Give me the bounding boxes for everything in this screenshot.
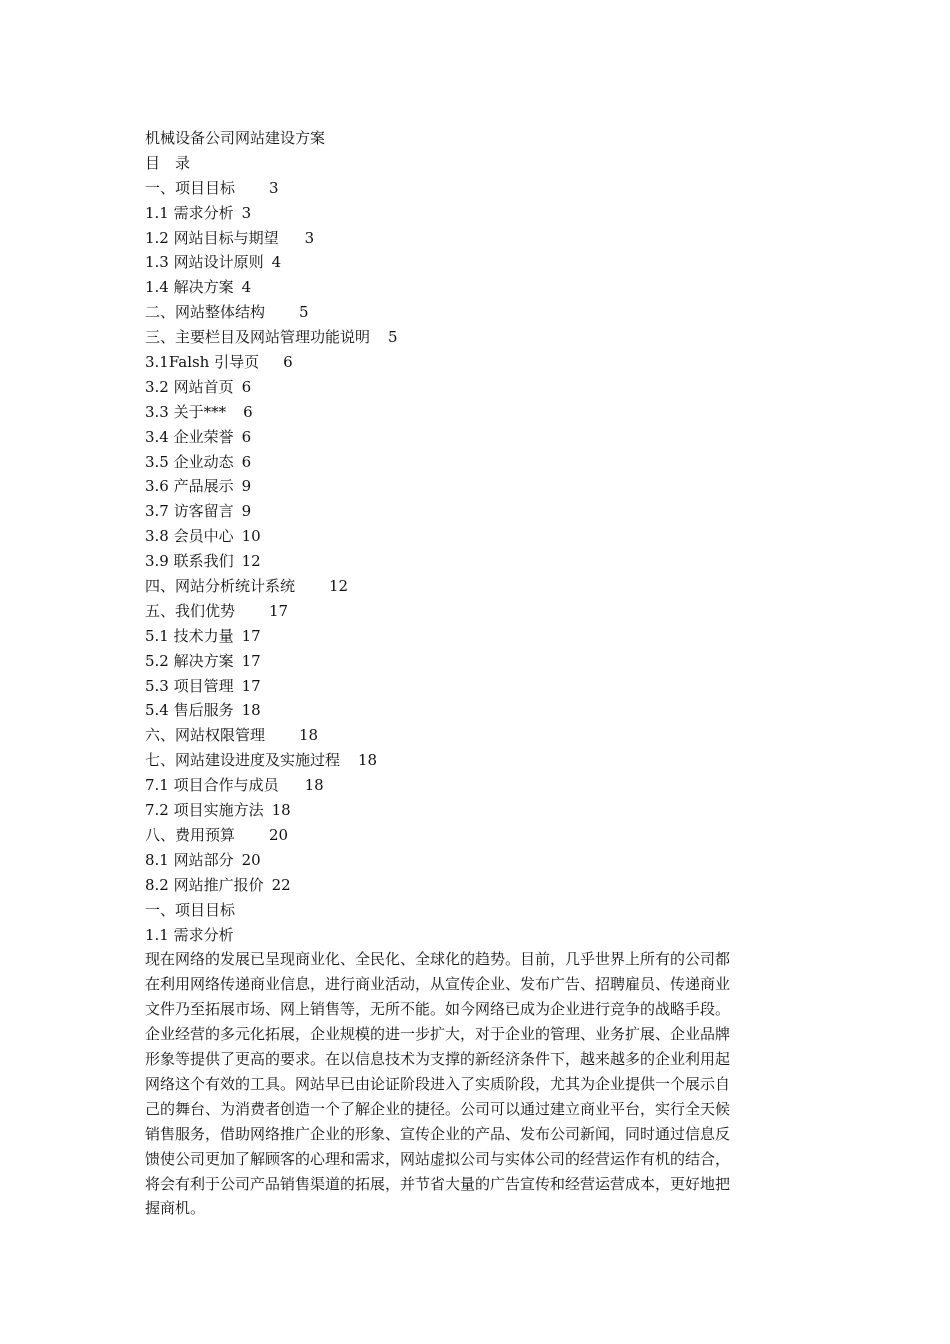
toc-entry-label: 3.6 产品展示 [145,477,234,496]
toc-entry-page-number: 3 [269,178,279,197]
toc-entry-page-number: 3 [304,228,315,247]
toc-entry-page-number: 18 [358,751,378,770]
toc-entry-page-number: 12 [241,552,261,571]
toc-entry[interactable] [145,848,810,873]
toc-entry-page-number: 12 [329,577,349,596]
toc-entry-page-number: 17 [269,601,289,620]
toc-entry-page-number: 10 [241,527,261,546]
toc-entry[interactable] [145,748,810,773]
toc-entry-page-number: 4 [271,253,282,272]
toc-entry[interactable] [145,400,810,425]
paragraph-line: 企业经营的多元化拓展，企业规模的进一步扩大，对于企业的管理、业务扩展、企业品牌 [145,1025,731,1044]
toc-entry[interactable] [145,574,810,599]
toc-entry[interactable] [145,176,810,201]
paragraph-line: 将会有利于公司产品销售渠道的拓展，并节省大量的广告宣传和经营运营成本，更好地把 [145,1174,731,1193]
toc-entry[interactable] [145,524,810,549]
paragraph-line: 握商机。 [145,1199,206,1218]
paragraph-line: 馈使公司更加了解顾客的心理和需求，网站虚拟公司与实体公司的经营运作有机的结合， [145,1149,731,1168]
toc-entry-label: 3.3 关于*** [145,402,227,421]
toc-entry-page-number: 5 [388,328,398,347]
toc-entry-page-number: 18 [271,801,291,820]
toc-entry-label: 3.8 会员中心 [145,527,234,546]
toc-entry-label: 八、费用预算 [145,825,236,844]
toc-entry-label: 四、网站分析统计系统 [145,577,296,596]
toc-entry[interactable] [145,201,810,226]
toc-entry-page-number: 17 [241,626,261,645]
toc-entry-label: 1.1 需求分析 [145,203,234,222]
table-of-contents [145,176,810,898]
toc-entry-page-number: 18 [304,776,324,795]
toc-entry-page-number: 6 [241,452,252,471]
toc-entry[interactable] [145,499,810,524]
toc-entry[interactable] [145,798,810,823]
toc-entry-page-number: 20 [241,850,261,869]
toc-entry[interactable] [145,674,810,699]
toc-entry-label: 三、主要栏目及网站管理功能说明 [145,328,371,347]
toc-entry-label: 5.2 解决方案 [145,651,234,670]
subsection-heading: 1.1 需求分析 [145,925,234,944]
toc-entry[interactable] [145,873,810,898]
toc-entry-page-number: 22 [271,875,291,894]
toc-heading: 目 录 [145,153,191,172]
toc-entry-label: 8.1 网站部分 [145,850,234,869]
document-title: 机械设备公司网站建设方案 [145,129,326,147]
paragraph-line: 销售服务，借助网络推广企业的形象、宣传企业的产品、发布公司新闻，同时通过信息反 [145,1124,731,1143]
toc-entry[interactable] [145,350,810,375]
toc-entry-label: 一、项目目标 [145,178,236,197]
toc-entry[interactable] [145,375,810,400]
toc-entry-label: 二、网站整体结构 [145,303,266,322]
document-content [145,126,810,1221]
toc-entry-page-number: 6 [241,427,252,446]
toc-entry[interactable] [145,325,810,350]
toc-entry[interactable] [145,649,810,674]
toc-entry-label: 1.2 网站目标与期望 [145,228,279,247]
toc-entry-page-number: 9 [241,502,252,521]
toc-entry-page-number: 4 [241,278,252,297]
toc-entry[interactable] [145,698,810,723]
toc-entry-label: 七、网站建设进度及实施过程 [145,751,341,770]
toc-entry-label: 7.1 项目合作与成员 [145,776,279,795]
toc-entry-label: 5.3 项目管理 [145,676,234,695]
toc-entry-page-number: 6 [283,353,293,372]
toc-entry-label: 3.2 网站首页 [145,377,234,396]
toc-entry[interactable] [145,425,810,450]
toc-entry-page-number: 20 [269,825,289,844]
toc-entry-label: 1.4 解决方案 [145,278,234,297]
toc-entry[interactable] [145,250,810,275]
paragraph-line: 文件乃至拓展市场、网上销售等，无所不能。如今网络已成为企业进行竞争的战略手段。 [145,1000,731,1019]
toc-entry[interactable] [145,474,810,499]
toc-entry-label: 5.1 技术力量 [145,626,234,645]
paragraph-line: 形象等提供了更高的要求。在以信息技术为支撑的新经济条件下，越来越多的企业利用起 [145,1050,731,1069]
toc-entry-page-number: 18 [241,701,261,720]
toc-entry-page-number: 6 [243,402,253,421]
toc-entry-label: 8.2 网站推广报价 [145,875,264,894]
toc-entry[interactable] [145,226,810,251]
toc-entry[interactable] [145,549,810,574]
toc-entry-label: 5.4 售后服务 [145,701,234,720]
toc-entry-label: 7.2 项目实施方法 [145,801,264,820]
paragraph-line: 在利用网络传递商业信息，进行商业活动，从宣传企业、发布广告、招聘雇员、传递商业 [145,975,731,994]
body-paragraph [145,947,807,1221]
toc-entry-label: 3.7 访客留言 [145,502,234,521]
toc-entry-label: 3.1Falsh 引导页 [145,353,260,372]
toc-entry[interactable] [145,599,810,624]
paragraph-line: 己的舞台、为消费者创造一个了解企业的捷径。公司可以通过建立商业平台，实行全天候 [145,1099,731,1118]
toc-entry-page-number: 3 [241,203,252,222]
toc-entry-page-number: 17 [241,651,261,670]
paragraph-line: 网络这个有效的工具。网站早已由论证阶段进入了实质阶段，尤其为企业提供一个展示自 [145,1074,731,1093]
toc-entry[interactable] [145,723,810,748]
toc-entry-page-number: 6 [241,377,252,396]
toc-entry[interactable] [145,773,810,798]
toc-entry-label: 3.5 企业动态 [145,452,234,471]
toc-entry[interactable] [145,624,810,649]
toc-entry[interactable] [145,450,810,475]
section-heading: 一、项目目标 [145,900,236,919]
toc-entry[interactable] [145,823,810,848]
toc-entry-page-number: 18 [299,726,319,745]
paragraph-line: 现在网络的发展已呈现商业化、全民化、全球化的趋势。目前，几乎世界上所有的公司都 [145,950,731,969]
toc-entry-page-number: 9 [241,477,252,496]
toc-entry-page-number: 5 [299,303,309,322]
toc-entry-label: 六、网站权限管理 [145,726,266,745]
toc-entry[interactable] [145,275,810,300]
toc-entry-label: 3.9 联系我们 [145,552,234,571]
toc-entry-label: 3.4 企业荣誉 [145,427,234,446]
toc-entry[interactable] [145,300,810,325]
toc-entry-label: 1.3 网站设计原则 [145,253,264,272]
toc-entry-page-number: 17 [241,676,261,695]
toc-entry-label: 五、我们优势 [145,601,236,620]
